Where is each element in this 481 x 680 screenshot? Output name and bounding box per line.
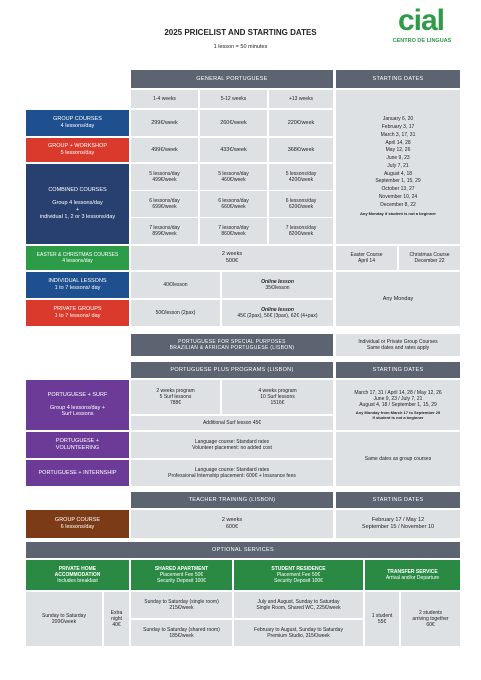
combined-courses-label: COMBINED COURSES Group 4 lessons/day + individual 1, 2 or 3 lessons/day xyxy=(26,164,129,244)
combined-5-lessons-5-12: 5 lessons/day 460€/week xyxy=(200,164,267,190)
easter-date: Easter Course April 14 xyxy=(336,246,397,270)
workshop-price-1-4: 499€/week xyxy=(131,138,198,162)
plus-starting-dates-header: STARTING DATES xyxy=(336,362,460,378)
private-price: 50€/lesson (2pax) xyxy=(131,300,220,326)
special-purposes-header: PORTUGUESE FOR SPECIAL PURPOSES BRAZILIAN & AFRICAN PORTUGUESE (LISBON) xyxy=(131,334,333,356)
col-header-13-weeks: +13 weeks xyxy=(269,90,333,108)
teacher-starting-dates-header: STARTING DATES xyxy=(336,492,460,508)
combined-7-lessons-1-4: 7 lessons/day 899€/week xyxy=(131,218,198,244)
christmas-date: Christmas Course December 22 xyxy=(399,246,460,270)
portuguese-volunteering-label: PORTUGUESE + VOLUNTEERING xyxy=(26,432,129,458)
internship-info: Language course: Standard rates Professional Internship placement: 600€ + Insurance fees xyxy=(131,460,333,486)
combined-6-lessons-1-4: 6 lessons/day 699€/week xyxy=(131,191,198,217)
easter-christmas-label: EASTER & CHRISTMAS COURSES 4 lessons/day xyxy=(26,246,129,270)
teacher-dates: February 17 / May 12 September 15 / November 10 xyxy=(336,510,460,538)
teacher-price: 2 weeks 600€ xyxy=(131,510,333,538)
individual-online-price: Online lesson 35€/lesson xyxy=(222,272,333,298)
individual-lessons-label: INDIVIDUAL LESSONS 1 to 7 lessons/ day xyxy=(26,272,129,298)
col-header-5-12-weeks: 5-12 weeks xyxy=(200,90,267,108)
group-workshop-label: GROUP + WORKSHOP 5 lessons/day xyxy=(26,138,129,162)
workshop-price-13: 368€/week xyxy=(269,138,333,162)
combined-7-lessons-5-12: 7 lessons/day 860€/week xyxy=(200,218,267,244)
optional-services-header: OPTIONAL SERVICES xyxy=(26,542,460,558)
home-price: Sunday to Saturday 200€/week xyxy=(26,592,102,646)
teacher-training-header: TEACHER TRAINING (LISBON) xyxy=(131,492,333,508)
group-price-5-12: 260€/week xyxy=(200,110,267,136)
individual-private-dates: Any Monday xyxy=(336,272,460,326)
shared-single-room: Sunday to Saturday (single room) 215€/week xyxy=(131,592,232,618)
portuguese-internship-label: PORTUGUESE + INTERNSHIP xyxy=(26,460,129,486)
plus-programs-header: PORTUGUESE PLUS PROGRAMS (LISBON) xyxy=(131,362,333,378)
general-starting-dates-list: January 6, 20 February 3, 17 March 3, 17, 31 April 14, 28 May 12, 26 June 9, 23 July 7, 21 August 4, 18 September 1, 15, 29 October 13, 27 November 10, 24 December 8, 22 Any Monday if student is not a beginner xyxy=(336,90,460,244)
transfer-service-label: TRANSFER SERVICE Arrival and/or Departure xyxy=(365,560,460,590)
residence-premium-studio: February to August, Sunday to Saturday Premium Studio, 315€/week xyxy=(234,620,363,646)
surf-starting-dates: March 17, 31 / April 14, 28 / May 12, 26 June 9, 23 / July 7, 21 August 4, 18 / September 1, 15, 29 Any Monday from March 17 to September 29 if student is not a beginner xyxy=(336,380,460,430)
private-home-accommodation-label: PRIVATE HOME ACCOMMODATION Includes breakfast xyxy=(26,560,129,590)
private-groups-label: PRIVATE GROUPS 1 to 7 lessons/ day xyxy=(26,300,129,326)
easter-price: 2 weeks 500€ xyxy=(131,246,333,270)
transfer-double-price: 2 students arriving together 60€ xyxy=(401,592,460,646)
group-courses-label: GROUP COURSES 4 lessons/day xyxy=(26,110,129,136)
home-extra-night: Extra night 40€ xyxy=(104,592,129,646)
general-starting-dates-header: STARTING DATES xyxy=(336,70,460,88)
volunteering-info: Language course: Standard rates Volunteer placement: no added cost xyxy=(131,432,333,458)
group-price-1-4: 299€/week xyxy=(131,110,198,136)
surf-4-weeks-program: 4 weeks program 10 Surf lessons 1516€ xyxy=(222,380,333,414)
special-purposes-info: Individual or Private Group Courses Same dates and rates apply xyxy=(336,334,460,356)
combined-5-lessons-1-4: 5 lessons/day 499€/week xyxy=(131,164,198,190)
page-subtitle: 1 lesson = 50 minutes xyxy=(213,44,268,50)
private-online-price: Online lesson 45€ (2pax), 56€ (3pax), 62€ (4+pax) xyxy=(222,300,333,326)
combined-6-lessons-13: 6 lessons/day 620€/week xyxy=(269,191,333,217)
portuguese-surf-label: PORTUGUESE + SURF Group 4 lessons/day + Surf Lessons xyxy=(26,380,129,430)
combined-5-lessons-13: 5 lessons/day 420€/week xyxy=(269,164,333,190)
general-portuguese-header: GENERAL PORTUGUESE xyxy=(131,70,333,88)
workshop-price-5-12: 433€/week xyxy=(200,138,267,162)
surf-additional-lesson: Additional Surf lesson 45€ xyxy=(131,416,333,430)
residence-single-room: July and August, Sunday to Saturday Single Room, Shared WC, 225€/week xyxy=(234,592,363,618)
page-title: 2025 PRICELIST AND STARTING DATES xyxy=(164,28,317,37)
teacher-group-course-label: GROUP COURSE 6 lessons/day xyxy=(26,510,129,538)
individual-price: 40€/lesson xyxy=(131,272,220,298)
surf-2-weeks-program: 2 weeks program 5 Surf lessons 788€ xyxy=(131,380,220,414)
shared-shared-room: Sunday to Saturday (shared room) 185€/week xyxy=(131,620,232,646)
combined-6-lessons-5-12: 6 lessons/day 660€/week xyxy=(200,191,267,217)
transfer-single-price: 1 student 55€ xyxy=(365,592,399,646)
volunteering-internship-dates: Same dates as group courses xyxy=(336,432,460,486)
logo: cial xyxy=(397,4,445,37)
col-header-1-4-weeks: 1-4 weeks xyxy=(131,90,198,108)
student-residence-label: STUDENT RESIDENCE Placement Fee 50€ Security Deposit 100€ xyxy=(234,560,363,590)
group-price-13: 220€/week xyxy=(269,110,333,136)
combined-7-lessons-13: 7 lessons/day 820€/week xyxy=(269,218,333,244)
logo-subtitle: CENTRO DE LINGUAS xyxy=(392,38,452,44)
shared-apartment-label: SHARED APARTMENT Placement Fee 50€ Security Deposit 100€ xyxy=(131,560,232,590)
